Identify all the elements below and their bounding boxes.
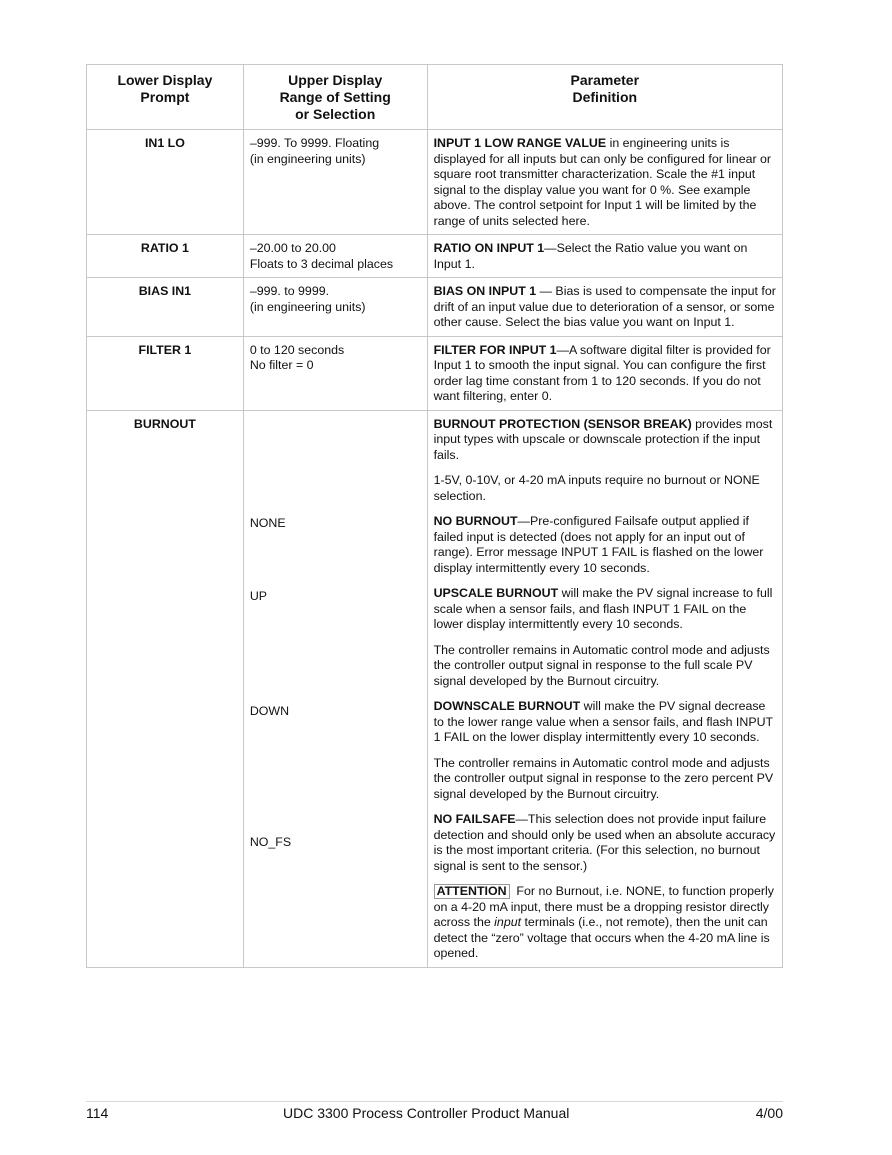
definition-burnout (427, 410, 782, 967)
burnout-intro: BURNOUT PROTECTION (SENSOR BREAK) provides most input types with upscale or downscale protection if the input fails. (433, 416, 773, 462)
burnout-up-note: The controller remains in Automatic control mode and adjusts the controller output signal in response to the full scale PV signal developed by the Burnout circuitry. (433, 642, 770, 688)
range-filter-1: 0 to 120 seconds No filter = 0 (243, 336, 427, 410)
footer-rule (86, 1101, 783, 1102)
definition-bias-in1: BIAS ON INPUT 1 — Bias is used to compensate the input for drift of an input value due to deterioration of a sensor, or some other cause. Select the bias value you want on Input 1. (427, 278, 782, 337)
attention-label: ATTENTION (434, 884, 510, 899)
footer-manual-title: UDC 3300 Process Controller Product Manual (283, 1105, 570, 1121)
prompt-ratio-1: RATIO 1 (87, 235, 244, 278)
attention-note: ATTENTION For no Burnout, i.e. NONE, to function properly on a 4-20 mA input, there must be a dropping resistor directly across the input terminals (i.e., not remote), then the unit can detect the “zero” voltage that occurs when the 4-20 mA line is opened. (433, 884, 778, 960)
range-in1-lo: –999. To 9999. Floating (in engineering units) (243, 130, 427, 235)
prompt-filter-1: FILTER 1 (87, 336, 244, 410)
table-row-in1-lo (87, 130, 783, 235)
prompt-in1-lo: IN1 LO (87, 130, 244, 235)
definition-filter-1: FILTER FOR INPUT 1—A software digital filter is provided for Input 1 to smooth the input signal. You can configure the first order lag time constant from 1 to 120 seconds. If you do not want filtering, enter 0. (427, 336, 782, 410)
table-header-row (87, 65, 783, 130)
burnout-option-no-fs: NO_FS (249, 834, 292, 849)
footer-page-number: 114 (86, 1105, 109, 1121)
burnout-option-none: NONE (249, 515, 286, 530)
burnout-intro-note: 1-5V, 0-10V, or 4-20 mA inputs require no burnout or NONE selection. (433, 473, 760, 503)
table-row-ratio-1 (87, 235, 783, 278)
definition-ratio-1: RATIO ON INPUT 1—Select the Ratio value you want on Input 1. (427, 235, 782, 278)
burnout-none-definition: NO BURNOUT—Pre-configured Failsafe output applied if failed input is detected (does not apply for an input out of range). Error message INPUT 1 FAIL is flashed on the lower display intermittently every 10 seconds. (433, 514, 764, 575)
definition-in1-lo: INPUT 1 LOW RANGE VALUE in engineering units is displayed for all inputs but can only be configured for linear or square root transmitter characterization. Scale the #1 input signal to the display value you want for 0 %. See example above. The control setpoint for Input 1 will be limited by the range of units selected here. (427, 130, 782, 235)
burnout-option-down: DOWN (249, 703, 290, 718)
table-row-burnout (87, 410, 783, 967)
burnout-up-definition: UPSCALE BURNOUT will make the PV signal increase to full scale when a sensor fails, and flash INPUT 1 FAIL on the lower display intermittently every 10 seconds. (433, 586, 773, 631)
header-lower-display-prompt: Lower Display Prompt (87, 65, 244, 130)
header-parameter-definition: Parameter Definition (427, 65, 782, 130)
table-row-filter-1 (87, 336, 783, 410)
burnout-no-fs-definition: NO FAILSAFE—This selection does not provide input failure detection and should only be used when an absolute accuracy is the most important criteria. (For this selection, no burnout signal is sent to the sensor.) (433, 812, 776, 873)
prompt-bias-in1: BIAS IN1 (87, 278, 244, 337)
range-bias-in1: –999. to 9999. (in engineering units) (243, 278, 427, 337)
parameter-table (86, 64, 783, 968)
range-burnout (243, 410, 427, 967)
burnout-down-note: The controller remains in Automatic control mode and adjusts the controller output signal in response to the zero percent PV signal developed by the Burnout circuitry. (433, 755, 774, 801)
burnout-option-up: UP (249, 588, 268, 603)
footer-date: 4/00 (755, 1105, 783, 1121)
header-upper-display-range: Upper Display Range of Setting or Selection (243, 65, 427, 130)
table-row-bias-in1 (87, 278, 783, 337)
range-ratio-1: –20.00 to 20.00 Floats to 3 decimal places (243, 235, 427, 278)
prompt-burnout: BURNOUT (87, 410, 244, 967)
burnout-down-definition: DOWNSCALE BURNOUT will make the PV signal decrease to the lower range value when a sensor fails, and flash INPUT 1 FAIL on the lower display intermittently every 10 seconds. (433, 699, 773, 744)
